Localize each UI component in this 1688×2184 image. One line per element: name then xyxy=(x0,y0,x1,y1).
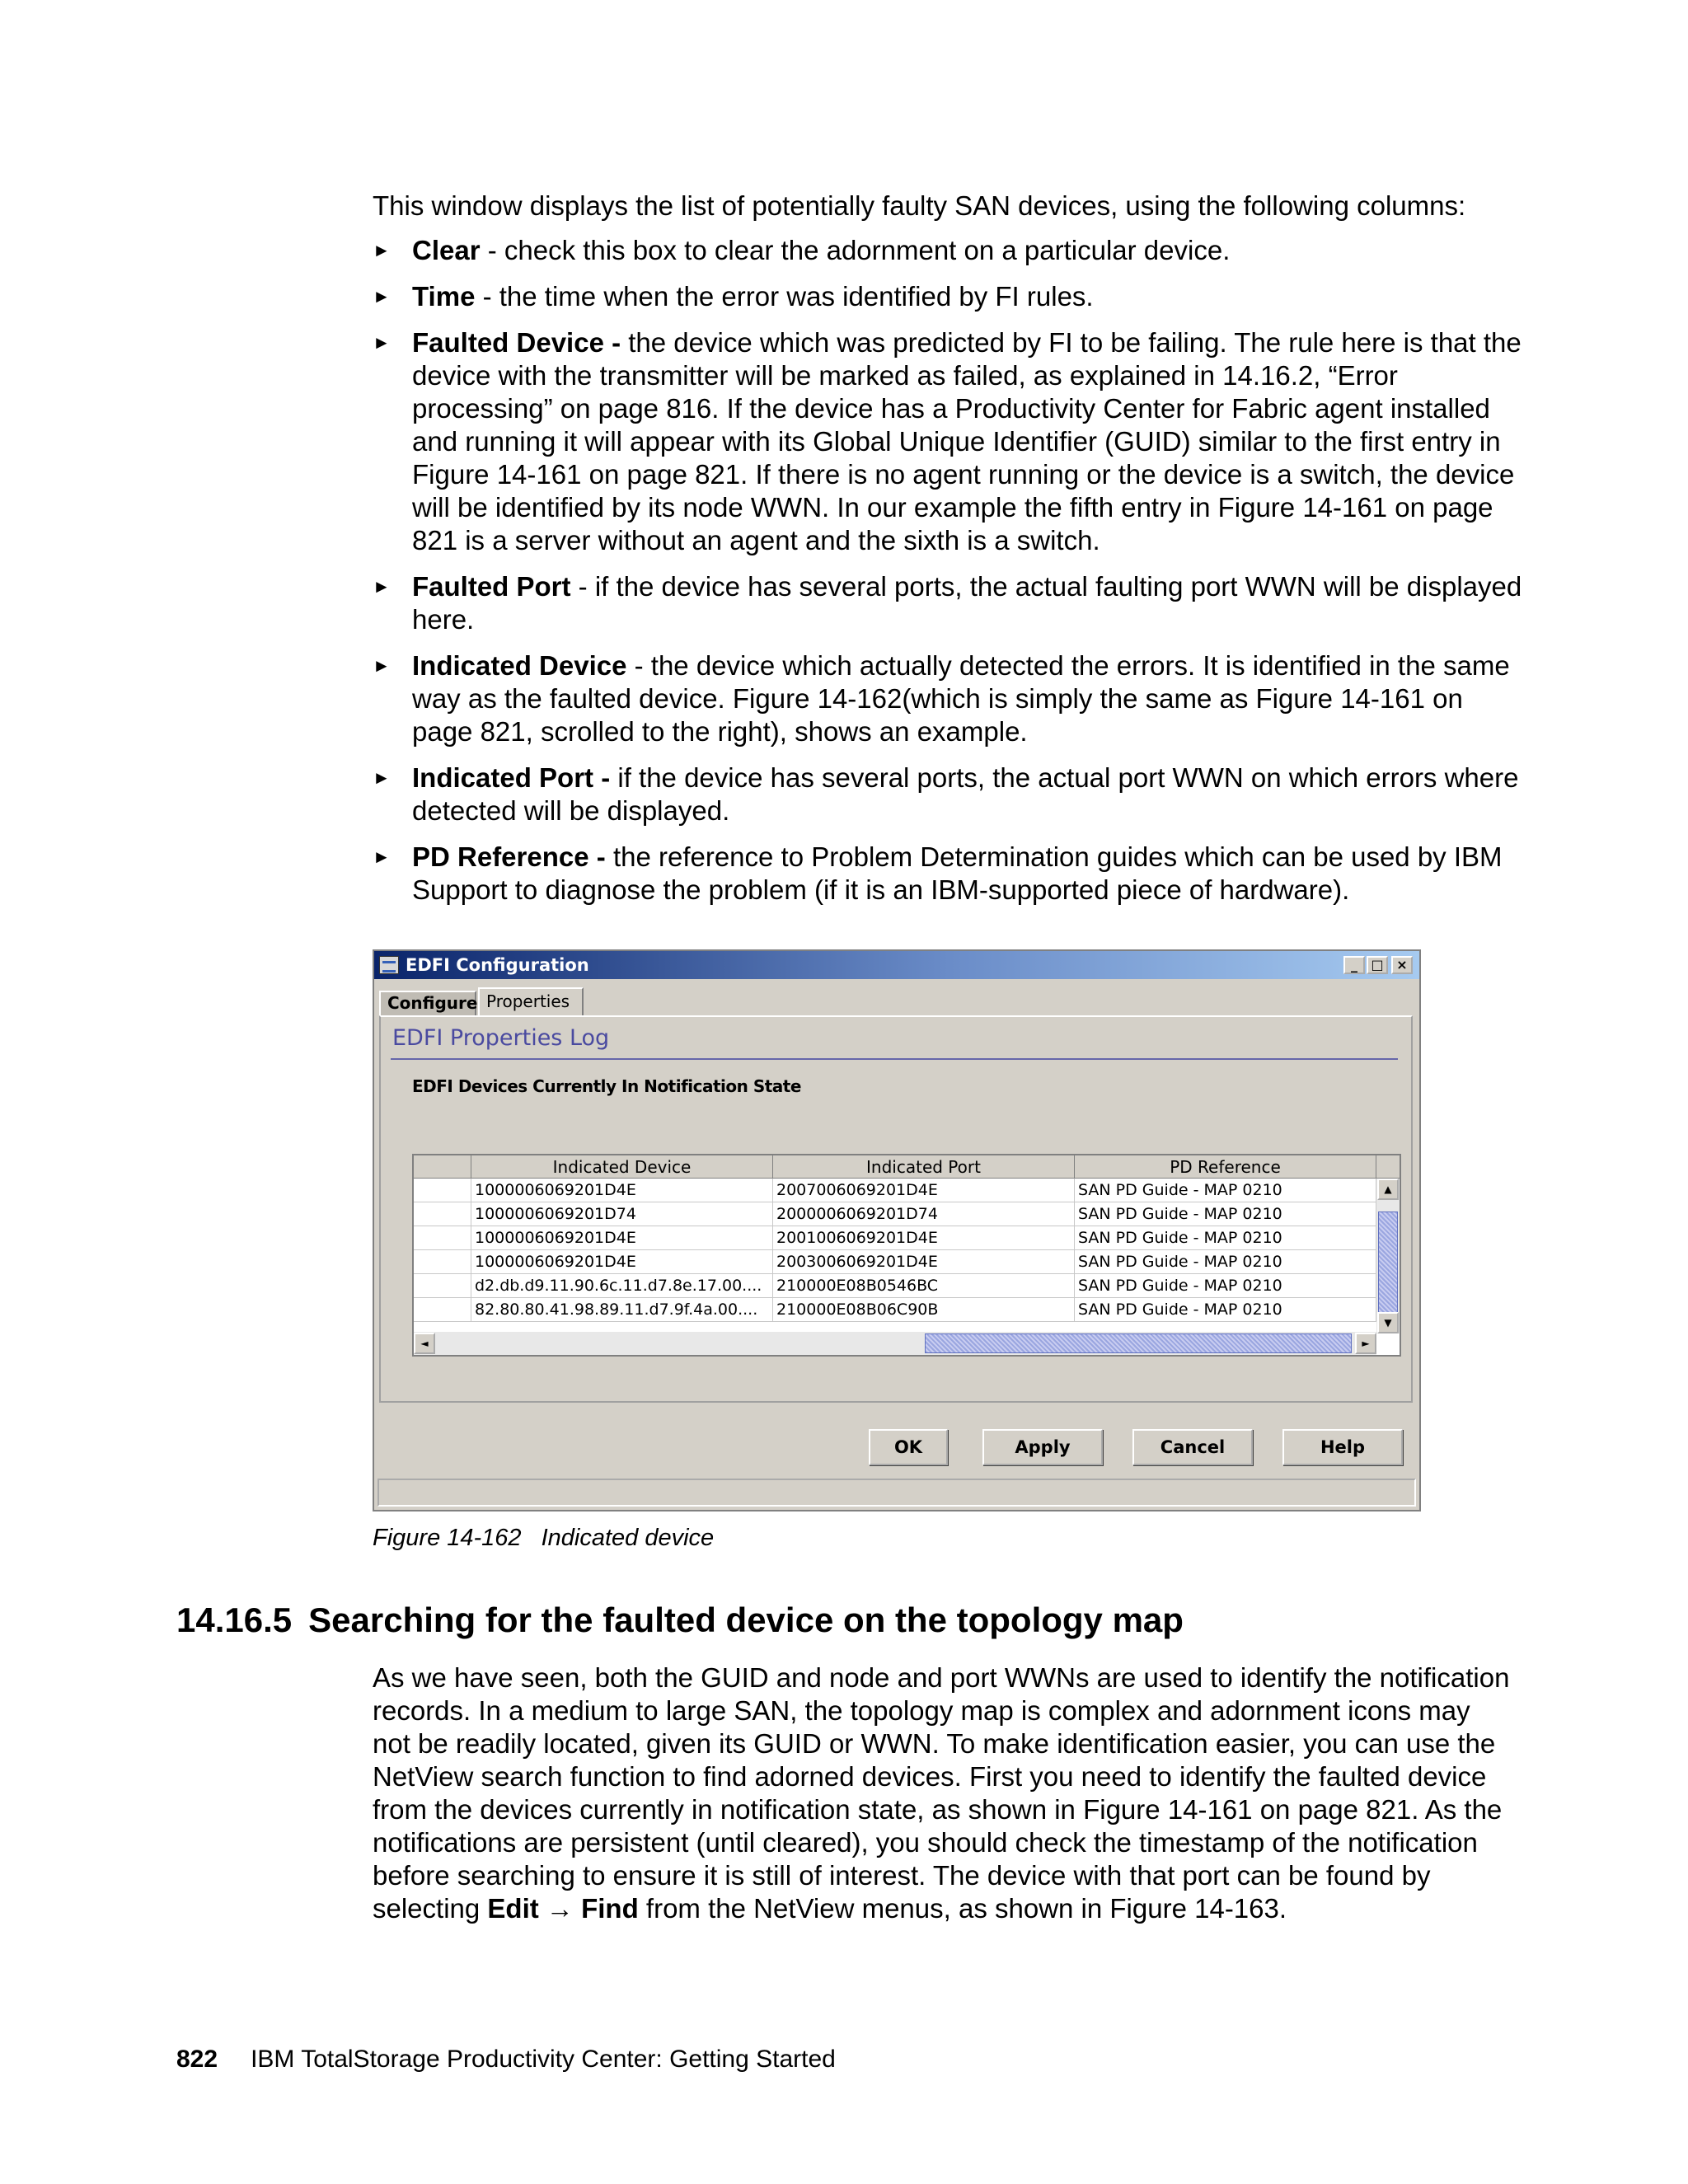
scroll-up-icon[interactable]: ▲ xyxy=(1377,1179,1399,1200)
section-number: 14.16.5 xyxy=(176,1601,293,1639)
tab-properties[interactable]: Properties xyxy=(478,987,584,1015)
body-text: As we have seen, both the GUID and node and port WWNs are used to identify the notification records. In a medium to large SAN, the topology map is complex and adornment icons may not be readily located, given its GUID or WWN. To make identification easier, you can use the NetView search function to find adorned devices. First you need to identify the faulted device from the devices currently in notification state, as shown in Figure 14-161 on page 821. As the notifications are persistent (until cleared), you should check the timestamp of the notification before searching to ensure it is still of interest. The device with that port can be found by selecting xyxy=(373,1662,1510,1924)
indicated-port-cell: 210000E08B06C90B xyxy=(773,1298,1075,1322)
list-item xyxy=(373,841,1526,907)
list-item xyxy=(373,649,1526,748)
pd-reference-cell: SAN PD Guide - MAP 0210 xyxy=(1075,1298,1376,1322)
pd-reference-cell: SAN PD Guide - MAP 0210 xyxy=(1075,1202,1376,1226)
list-item-term: Time xyxy=(412,281,476,312)
bullet-arrow-icon: ► xyxy=(373,846,391,867)
close-button[interactable]: × xyxy=(1391,956,1413,974)
heading-divider xyxy=(391,1058,1398,1060)
table-row[interactable] xyxy=(414,1226,1376,1250)
list-item-separator xyxy=(610,762,617,793)
vertical-scroll-thumb[interactable] xyxy=(1378,1212,1398,1319)
book-title: IBM TotalStorage Productivity Center: Getting Started xyxy=(251,2046,836,2073)
table-body xyxy=(414,1179,1376,1322)
page-footer xyxy=(176,2046,836,2074)
indicated-device-cell: 1000006069201D4E xyxy=(471,1179,773,1202)
window-titlebar[interactable] xyxy=(374,951,1419,979)
list-item-text: check this box to clear the adornment on a particular device. xyxy=(504,235,1231,265)
table-row[interactable] xyxy=(414,1179,1376,1202)
list-item-term: Indicated Port - xyxy=(412,762,611,793)
list-item-separator xyxy=(621,327,628,358)
help-button[interactable]: Help xyxy=(1282,1429,1403,1465)
row-header-cell xyxy=(414,1202,471,1226)
indicated-port-cell: 2001006069201D4E xyxy=(773,1226,1075,1250)
list-item xyxy=(373,234,1526,267)
indicated-device-cell: 1000006069201D4E xyxy=(471,1250,773,1274)
menu-arrow-icon: → xyxy=(538,1893,582,1924)
notification-devices-table xyxy=(412,1154,1401,1357)
indicated-port-cell: 2007006069201D4E xyxy=(773,1179,1075,1202)
scroll-down-icon[interactable]: ▼ xyxy=(1377,1312,1399,1333)
list-item xyxy=(373,762,1526,827)
list-item-term: Faulted Device - xyxy=(412,327,621,358)
row-header-cell xyxy=(414,1274,471,1298)
list-item-term: Faulted Port xyxy=(412,571,571,602)
list-item-separator: - xyxy=(480,235,504,265)
window-title: EDFI Configuration xyxy=(406,955,589,975)
list-item-separator: - xyxy=(626,650,651,681)
ok-button[interactable]: OK xyxy=(869,1429,948,1465)
list-item-separator: - xyxy=(475,281,499,312)
indicated-device-cell: 1000006069201D4E xyxy=(471,1226,773,1250)
list-item-text: the reference to Problem Determination guides which can be used by IBM Support to diagnose the problem (if it is an IBM-supported piece of hardware). xyxy=(412,841,1503,905)
body-paragraph xyxy=(373,1661,1510,1925)
list-item-separator xyxy=(606,841,613,872)
figure-number: Figure 14-162 xyxy=(373,1525,522,1551)
horizontal-scrollbar[interactable] xyxy=(414,1332,1376,1355)
indicated-device-cell: 1000006069201D74 xyxy=(471,1202,773,1226)
app-window-icon xyxy=(379,956,399,974)
pd-reference-cell: SAN PD Guide - MAP 0210 xyxy=(1075,1250,1376,1274)
panel-heading: EDFI Properties Log xyxy=(392,1025,610,1051)
bullet-arrow-icon: ► xyxy=(373,332,391,353)
bullet-arrow-icon: ► xyxy=(373,767,391,788)
table-header xyxy=(414,1155,1400,1179)
indicated-port-cell: 2000006069201D74 xyxy=(773,1202,1075,1226)
list-item xyxy=(373,326,1526,557)
indicated-port-cell: 210000E08B0546BC xyxy=(773,1274,1075,1298)
panel-subheading: EDFI Devices Currently In Notification State xyxy=(412,1076,801,1096)
status-bar xyxy=(377,1479,1416,1507)
list-item-text: the device which was predicted by FI to be failing. The rule here is that the device with the transmitter will be marked as failed, as explained in 14.16.2, “Error processing” on page 816. If the device has a Productivity Center for Fabric agent installed and running it will appear with its Global Unique Identifier (GUID) similar to the first entry in Figure 14-161 on page 821. If there is no agent running or the device is a switch, the device will be identified by its node WWN. In our example the fifth entry in Figure 14-161 on page 821 is a server without an agent and the sixth is a switch. xyxy=(412,327,1522,555)
tab-configure[interactable]: Configure xyxy=(379,991,476,1015)
bullet-arrow-icon: ► xyxy=(373,286,391,307)
row-header-cell xyxy=(414,1250,471,1274)
indicated-device-cell: d2.db.d9.11.90.6c.11.d7.8e.17.00.... xyxy=(471,1274,773,1298)
intro-paragraph: This window displays the list of potentially faulty SAN devices, using the following columns: xyxy=(373,190,1466,221)
menu-edit-label: Edit xyxy=(487,1893,539,1924)
column-header-indicated-port[interactable]: Indicated Port xyxy=(773,1155,1075,1179)
vertical-scrollbar[interactable] xyxy=(1376,1179,1400,1333)
bullet-arrow-icon: ► xyxy=(373,655,391,676)
list-item-text: if the device has several ports, the actual faulting port WWN will be displayed here. xyxy=(412,571,1522,635)
pd-reference-cell: SAN PD Guide - MAP 0210 xyxy=(1075,1179,1376,1202)
table-row[interactable] xyxy=(414,1298,1376,1322)
row-header-cell xyxy=(414,1179,471,1202)
scroll-right-icon[interactable]: ► xyxy=(1355,1333,1376,1354)
column-descriptions-list xyxy=(373,234,1526,920)
row-header-cell xyxy=(414,1298,471,1322)
list-item xyxy=(373,280,1526,313)
list-item-term: Clear xyxy=(412,235,481,265)
pd-reference-cell: SAN PD Guide - MAP 0210 xyxy=(1075,1274,1376,1298)
list-item xyxy=(373,570,1526,636)
minimize-button[interactable]: _ xyxy=(1343,956,1365,974)
figure-caption xyxy=(373,1525,714,1552)
menu-find-label: Find xyxy=(581,1893,639,1924)
section-title-text: Searching for the faulted device on the topology map xyxy=(308,1601,1184,1639)
figure-title: Indicated device xyxy=(541,1525,715,1551)
pd-reference-cell: SAN PD Guide - MAP 0210 xyxy=(1075,1226,1376,1250)
column-header-indicated-device[interactable]: Indicated Device xyxy=(471,1155,773,1179)
properties-panel xyxy=(379,1015,1413,1403)
row-header-corner xyxy=(414,1155,471,1179)
table-row[interactable] xyxy=(414,1250,1376,1274)
indicated-device-cell: 82.80.80.41.98.89.11.d7.9f.4a.00.... xyxy=(471,1298,773,1322)
maximize-button[interactable]: □ xyxy=(1367,956,1388,974)
list-item-text: the time when the error was identified by FI rules. xyxy=(499,281,1094,312)
edfi-configuration-window xyxy=(373,949,1421,1511)
table-row[interactable] xyxy=(414,1274,1376,1298)
list-item-term: Indicated Device xyxy=(412,650,627,681)
list-item-text: the device which actually detected the errors. It is identified in the same way as the faulted device. Figure 14-162(which is simply the same as Figure 14-161 on page 821, scrolled to the right), shows an example. xyxy=(412,650,1510,747)
column-header-pd-reference[interactable]: PD Reference xyxy=(1075,1155,1376,1179)
body-text-end: from the NetView menus, as shown in Figure 14-163. xyxy=(638,1893,1287,1924)
table-row[interactable] xyxy=(414,1202,1376,1226)
list-item-text: if the device has several ports, the actual port WWN on which errors where detected will be displayed. xyxy=(412,762,1519,826)
cancel-button[interactable]: Cancel xyxy=(1132,1429,1253,1465)
list-item-separator: - xyxy=(570,571,595,602)
header-corner xyxy=(1376,1155,1401,1179)
bullet-arrow-icon: ► xyxy=(373,576,391,597)
row-header-cell xyxy=(414,1226,471,1250)
apply-button[interactable]: Apply xyxy=(982,1429,1103,1465)
section-heading xyxy=(176,1601,1184,1640)
scroll-left-icon[interactable]: ◄ xyxy=(414,1333,435,1354)
indicated-port-cell: 2003006069201D4E xyxy=(773,1250,1075,1274)
horizontal-scroll-thumb[interactable] xyxy=(925,1333,1352,1353)
bullet-arrow-icon: ► xyxy=(373,240,391,260)
list-item-term: PD Reference - xyxy=(412,841,606,872)
page-number: 822 xyxy=(176,2046,218,2073)
